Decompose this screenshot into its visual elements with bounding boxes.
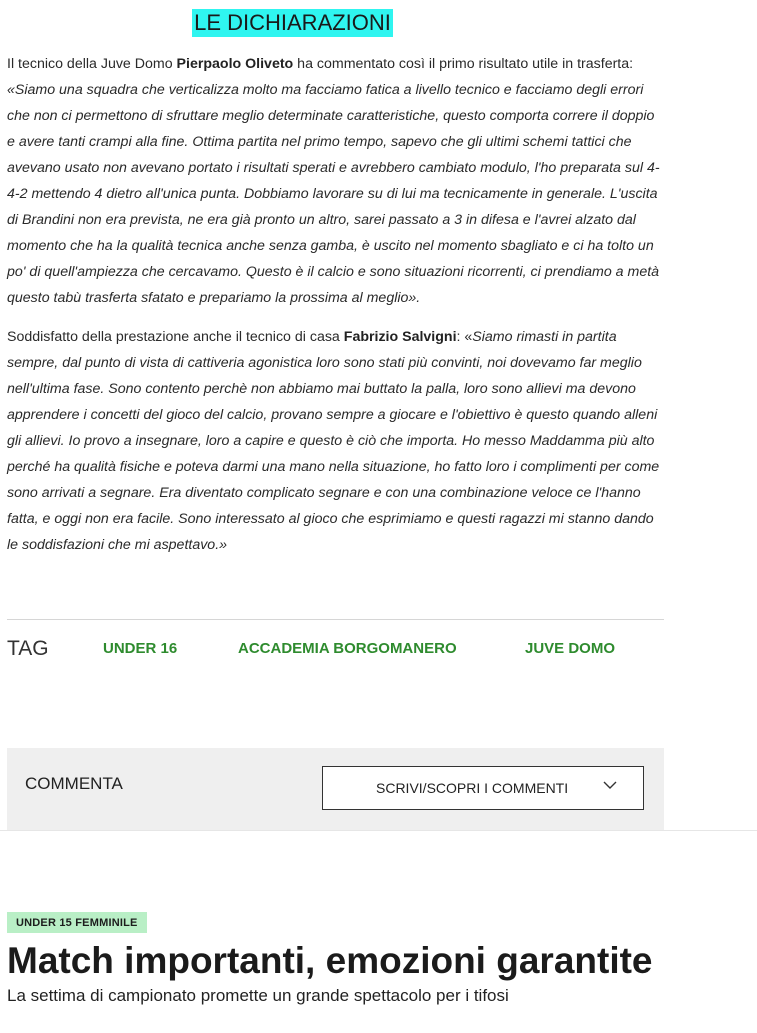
quote-text-oliveto: «Siamo una squadra che verticalizza molto ma facciamo fatica a livello tecnico e facciamo degli errori che non ci permettono di sfruttare meglio determinate caratteristiche, questo comporta correre il doppio e avere tanti crampi alla fine. Ottima partita nel primo tempo, sapevo che gli ultimi schemi tattici che avevano usato non avevano portato i risultati sperati e avrebbero cambiato modulo, l'ho preparata sul 4-4-2 mettendo 4 dietro all'unica punta. Dobbiamo lavorare su di lui ma tecnicamente in generale. L'uscita di Brandini non era prevista, ne era già pronto un altro, sarei passato a 3 in difesa e l'avrei alzato dal momento che ha la qualità tecnica anche senza gamba, è uscito nel momento sbagliato e ci ha tolto un po' di quell'ampiezza che cercavamo. Questo è il calcio e sono situazioni ricorrenti, ci prendiamo a metà questo tabù trasferta sfatato e prepariamo la prossima al meglio». bbox=[7, 82, 660, 306]
paragraph-lead: Il tecnico della Juve Domo bbox=[7, 56, 177, 72]
quote-paragraph-salvigni bbox=[7, 324, 664, 558]
chevron-down-icon bbox=[603, 780, 617, 790]
comment-button-label: SCRIVI/SCOPRI I COMMENTI bbox=[376, 780, 569, 796]
tag-accademia-borgomanero[interactable]: ACCADEMIA BORGOMANERO bbox=[238, 640, 457, 657]
next-article[interactable] bbox=[7, 912, 747, 1009]
write-read-comments-button[interactable] bbox=[322, 766, 644, 810]
tags-label: TAG bbox=[7, 637, 49, 660]
tags-bar bbox=[7, 619, 664, 676]
comment-section bbox=[7, 748, 664, 830]
article-body bbox=[7, 0, 664, 558]
quote-paragraph-oliveto bbox=[7, 51, 664, 311]
paragraph-mid: : « bbox=[456, 329, 473, 345]
tag-under-16[interactable]: UNDER 16 bbox=[103, 640, 178, 657]
comment-label: COMMENTA bbox=[25, 774, 123, 793]
next-article-headline[interactable]: Match importanti, emozioni garantite bbox=[7, 940, 653, 981]
paragraph-mid: ha commentato così il primo risultato utile in trasferta: bbox=[293, 56, 634, 72]
quote-text-salvigni: Siamo rimasti in partita sempre, dal punto di vista di cattiveria agonistica loro sono stati più convinti, noi dovevamo far meglio nell'ultima fase. Sono contento perchè non abbiamo mai buttato la palla, loro sono allievi ma devono apprendere i concetti del gioco del calcio, provano sempre a giocare e l'obiettivo è questo quando alleni gli allievi. Io provo a insegnare, loro a capire e questo è ciò che importa. Ho messo Maddamma più alto perché ha qualità fisiche e poteva darmi una mano nella situazione, ho fatto loro i complimenti per come sono arrivati a segnare. Era diventato complicato segnare e con una combinazione veloce ce l'hanno fatta, e oggi non era facile. Sono interessato al gioco che esprimiamo e questi ragazzi mi stanno dando le soddisfazioni che mi aspettavo.» bbox=[7, 329, 660, 553]
coach-name-salvigni: Fabrizio Salvigni bbox=[343, 329, 457, 345]
category-badge[interactable]: UNDER 15 FEMMINILE bbox=[7, 912, 147, 933]
coach-name-oliveto: Pierpaolo Oliveto bbox=[176, 56, 294, 72]
section-title: LE DICHIARAZIONI bbox=[194, 10, 391, 35]
next-article-subhead: La settima di campionato promette un grande spettacolo per i tifosi bbox=[7, 986, 509, 1005]
section-title-wrap bbox=[7, 0, 664, 39]
tag-juve-domo[interactable]: JUVE DOMO bbox=[525, 640, 616, 657]
paragraph-lead: Soddisfatto della prestazione anche il tecnico di casa bbox=[7, 329, 344, 345]
section-divider bbox=[0, 830, 757, 831]
